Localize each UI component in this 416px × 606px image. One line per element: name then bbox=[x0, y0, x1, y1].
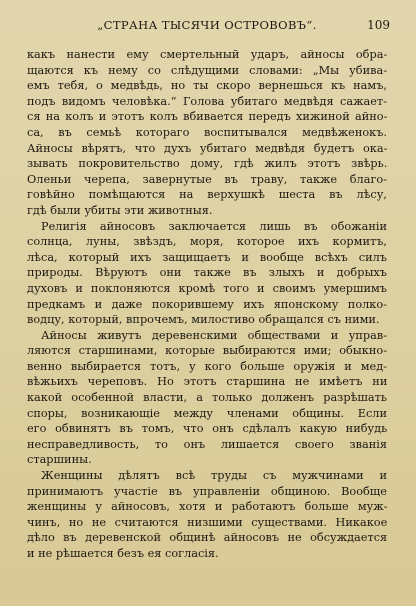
text-line: водцу, который, впрочемъ, милостиво обращался съ ними. bbox=[27, 313, 380, 327]
page-number: 109 bbox=[367, 18, 390, 32]
text-line: споры, возникающіе между членами общины. Если bbox=[27, 406, 387, 420]
text-line: природы. Вѣруютъ они также въ злыхъ и добрыхъ bbox=[27, 266, 387, 280]
text-line: принимаютъ участіе въ управленіи общиною. Вообще bbox=[27, 484, 387, 498]
text-line: женщины у айносовъ, хотя и работаютъ больше муж- bbox=[27, 500, 388, 514]
text-line: Оленьи черепа, завернутые въ траву, также благо- bbox=[27, 172, 387, 186]
text-line: чинъ, но не считаются низшими существами. Никакое bbox=[27, 515, 388, 529]
body-text bbox=[27, 47, 387, 562]
text-line: вѣжьихъ череповъ. Но этотъ старшина не имѣетъ ни bbox=[27, 375, 388, 389]
text-line: ся на колъ и этотъ колъ вбивается передъ хижиной айно- bbox=[27, 110, 388, 124]
text-line: говѣйно помѣщаются на верхушкѣ шеста въ лѣсу, bbox=[27, 188, 387, 202]
text-line: са, въ семьѣ котораго воспитывался медвѣженокъ. bbox=[27, 125, 387, 139]
page-header bbox=[24, 18, 390, 34]
paragraph bbox=[27, 468, 387, 562]
text-line: лѣса, который ихъ защищаетъ и вообще всѣхъ силъ bbox=[27, 250, 387, 264]
text-line: щаются къ нему со слѣдущими словами: „Мы убива- bbox=[27, 63, 388, 77]
paragraph bbox=[27, 328, 387, 468]
text-line: старшины. bbox=[27, 453, 92, 467]
text-line: подъ видомъ человѣка.“ Голова убитаго медвѣдя сажает- bbox=[27, 94, 387, 108]
text-line: дѣло въ деревенской общинѣ айносовъ не обсуждается bbox=[27, 531, 388, 545]
text-line: солнца, луны, звѣздъ, моря, которое ихъ кормитъ, bbox=[27, 235, 387, 249]
text-line: венно выбирается тотъ, у кого больше оружія и мед- bbox=[27, 359, 387, 373]
text-line: емъ тебя, о медвѣдь, но ты скоро вернешься къ намъ, bbox=[27, 79, 387, 93]
text-line: зывать покровительство дому, гдѣ жилъ этотъ звѣрь. bbox=[27, 157, 388, 171]
text-line: и не рѣшается безъ ея согласія. bbox=[27, 547, 219, 560]
paragraph bbox=[27, 219, 387, 328]
text-line: Айносы живутъ деревенскими обществами и управ- bbox=[41, 328, 388, 342]
text-line: гдѣ были убиты эти животныя. bbox=[27, 203, 213, 217]
text-line: духовъ и поклоняются кромѣ того и своимъ умершимъ bbox=[27, 281, 387, 295]
text-line: несправедливость, то онъ лишается своего званія bbox=[27, 437, 387, 451]
text-line: Айносы вѣрятъ, что духъ убитаго медвѣдя будетъ ока- bbox=[27, 141, 388, 155]
paragraph bbox=[27, 47, 387, 219]
text-line: какъ нанести ему смертельный ударъ, айносы обра- bbox=[27, 48, 388, 61]
text-line: какой особенной власти, а только долженъ разрѣшать bbox=[27, 391, 388, 405]
text-line: ляются старшинами, которые выбираются ими; обыкно- bbox=[27, 344, 388, 358]
text-line: его обвинятъ въ томъ, что онъ сдѣлалъ какую нибудь bbox=[27, 422, 388, 436]
text-line: предкамъ и даже покорившему ихъ японскому полко- bbox=[27, 297, 387, 311]
text-line: Религія айносовъ заключается лишь въ обожаніи bbox=[41, 219, 387, 233]
running-title: „СТРАНА ТЫСЯЧИ ОСТРОВОВЪ“. bbox=[97, 18, 317, 32]
text-line: Женщины дѣлятъ всѣ труды съ мужчинами и bbox=[41, 469, 387, 483]
